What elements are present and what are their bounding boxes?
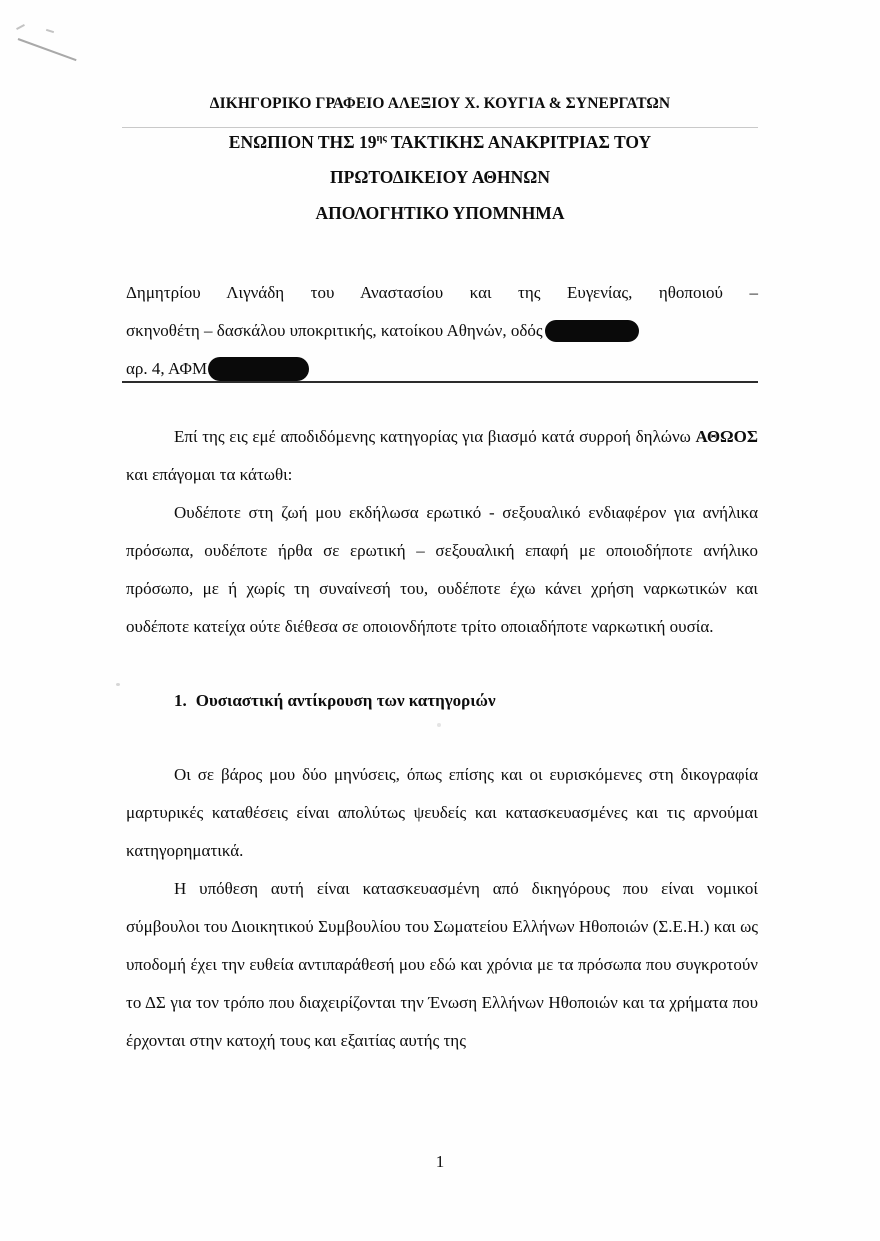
spacer (126, 716, 758, 756)
section-heading-1 (126, 686, 758, 716)
spacer (126, 646, 758, 686)
court-heading-ordinal-suffix: ης (376, 132, 387, 144)
document-header (120, 95, 760, 222)
scanner-speck (46, 29, 54, 33)
redacted-street-name (545, 320, 639, 342)
plea-text-after: και επάγομαι τα κάτωθι: (126, 465, 293, 484)
plea-text-before: Επί της εις εμέ αποδιδόμενης κατηγορίας για βιασμό κατά συρροή δηλώνω (174, 427, 696, 446)
scanner-artifact-line (18, 38, 77, 61)
party-line-2 (126, 312, 758, 350)
redacted-tax-id (208, 357, 309, 381)
section-title: Ουσιαστική αντίκρουση των κατηγοριών (195, 691, 496, 710)
law-firm-name: ΔΙΚΗΓΟΡΙΚΟ ΓΡΑΦΕΙΟ ΑΛΕΞΙΟΥ Χ. ΚΟΥΓΙΑ & ΣΥΝΕΡΓΑΤΩΝ (209, 95, 671, 112)
court-heading-prefix: ΕΝΩΠΙΟΝ ΤΗΣ 19 (228, 131, 377, 152)
document-body (126, 418, 758, 1060)
party-line-2-text: σκηνοθέτη – δασκάλου υποκριτικής, κατοίκου Αθηνών, οδός (126, 321, 543, 340)
paragraph-denial: Ουδέποτε στη ζωή μου εκδήλωσα ερωτικό - σεξουαλικό ενδιαφέρον για ανήλικα πρόσωπα, ουδέποτε ήρθα σε ερωτική – σεξουαλική επαφή με οποιοδήποτε ανήλικο πρόσωπο, με ή χωρίς τη συναίνεσή του, ουδέποτε έχω κάνει χρήση ναρκωτικών και ουδέποτε κατείχα ούτε διέθεσα σε οποιονδήποτε τρίτο οποιαδήποτε ναρκωτική ουσία. (126, 503, 758, 636)
header-divider-top (122, 127, 758, 128)
section-number: 1. (174, 691, 187, 710)
page-number: 1 (435, 1152, 445, 1171)
party-identification-block (126, 274, 758, 388)
header-divider-bottom (122, 381, 758, 383)
scanner-speck (116, 683, 120, 686)
scanner-speck (16, 24, 25, 30)
paragraph-complaints-false: Οι σε βάρος μου δύο μηνύσεις, όπως επίσης και οι ευρισκόμενες στη δικογραφία μαρτυρικές καταθέσεις είναι απολύτως ψευδείς και κατασκευασμένες και τις αρνούμαι κατηγορηματικά. (126, 765, 758, 860)
court-heading-line-1 (120, 131, 760, 152)
court-heading-line-2: ΠΡΩΤΟΔΙΚΕΙΟΥ ΑΘΗΝΩΝ (330, 167, 550, 188)
document-title: ΑΠΟΛΟΓΗΤΙΚΟ ΥΠΟΜΝΗΜΑ (315, 202, 565, 223)
plea-verdict-word: ΑΘΩΟΣ (695, 427, 758, 446)
paragraph-case-fabricated: Η υπόθεση αυτή είναι κατασκευασμένη από δικηγόρους που είναι νομικοί σύμβουλοι του Διοικητικού Συμβουλίου του Σωματείου Ελλήνων Ηθοποιών (Σ.Ε.Η.) και ως υποδομή έχει την ευθεία αντιπαράθεσή μου εδώ και χρόνια με τα πρόσωπα που συγκροτούν το ΔΣ για τον τρόπο που διαχειρίζονται την Ένωση Ελλήνων Ηθοποιών και τα χρήματα που έρχονται στην κατοχή τους και εξαιτίας αυτής της (126, 879, 758, 1050)
paragraph-plea (126, 418, 758, 494)
party-line-1: Δημητρίου Λιγνάδη του Αναστασίου και της Ευγενίας, ηθοποιού – (126, 283, 758, 302)
court-heading-suffix: ΤΑΚΤΙΚΗΣ ΑΝΑΚΡΙΤΡΙΑΣ ΤΟΥ (386, 131, 652, 152)
party-line-3-text: αρ. 4, ΑΦΜ (126, 359, 208, 378)
